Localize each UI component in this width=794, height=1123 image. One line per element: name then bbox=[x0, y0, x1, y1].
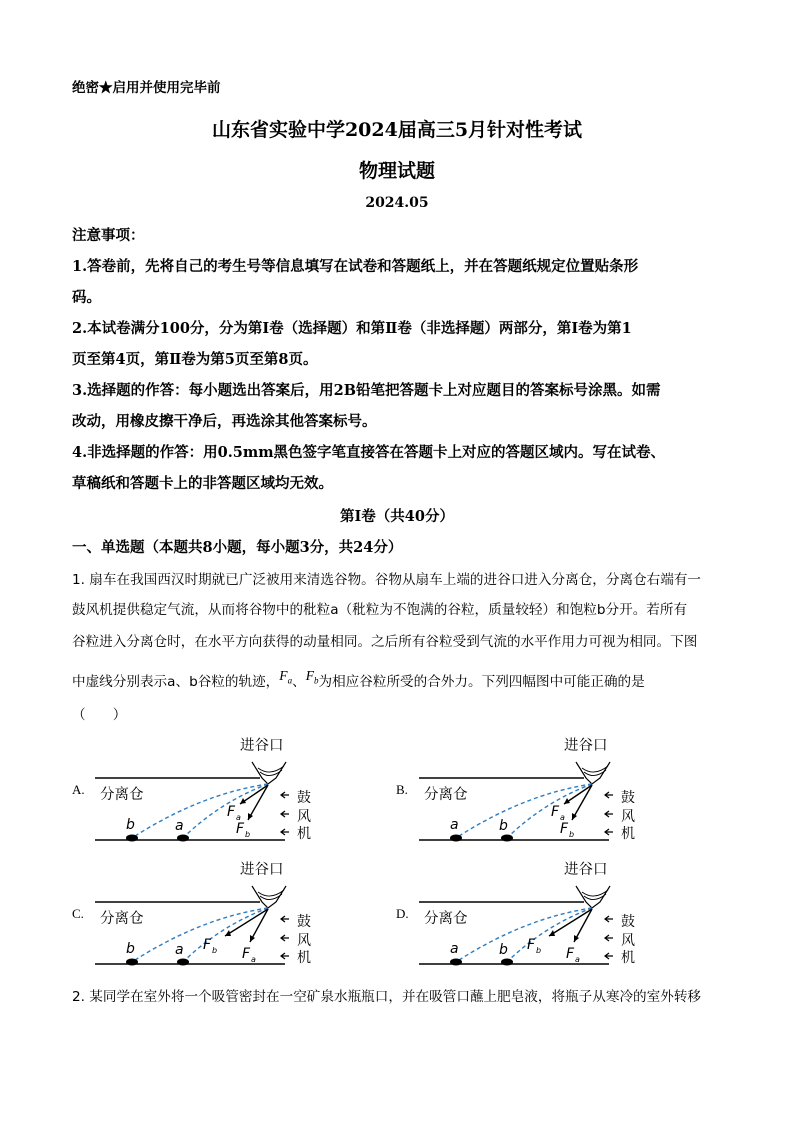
q2-line: 2. 某同学在室外将一个吸管密封在一空矿泉水瓶瓶口，并在吸管口蘸上肥皂液，将瓶子从寒冷的室外转移 bbox=[72, 989, 702, 1005]
force-label: F bbox=[242, 946, 251, 962]
grain-label: a bbox=[175, 818, 184, 834]
force-sub: a bbox=[251, 955, 256, 964]
blower-char: 风 bbox=[621, 933, 635, 949]
exam-title: 山东省实验中学2024届高三5月针对性考试 bbox=[211, 119, 583, 141]
inlet-label: 进谷口 bbox=[240, 738, 284, 754]
force-sub: b bbox=[212, 946, 218, 955]
option-c-label[interactable]: C. bbox=[72, 906, 84, 921]
note-line: 2.本试卷满分100分，分为第Ⅰ卷（选择题）和第Ⅱ卷（非选择题）两部分，第Ⅰ卷为第1 bbox=[72, 320, 632, 337]
force-sub: a bbox=[236, 813, 241, 822]
option-d-label[interactable]: D. bbox=[396, 906, 409, 921]
grain-label: a bbox=[175, 942, 184, 958]
note-line: 改动，用橡皮擦干净后，再选涂其他答案标号。 bbox=[72, 413, 377, 430]
force-label: F bbox=[560, 821, 569, 837]
force-label: F bbox=[551, 804, 560, 820]
grain-label: a bbox=[450, 941, 459, 957]
grain-label: b bbox=[499, 818, 508, 834]
grain-label: a bbox=[450, 817, 459, 833]
option-a-label[interactable]: A. bbox=[72, 782, 85, 797]
force-sub: b bbox=[536, 946, 542, 955]
force-fa: $F_a$ bbox=[279, 668, 293, 686]
q1-line4 bbox=[72, 670, 645, 692]
inlet-label: 进谷口 bbox=[564, 862, 608, 878]
force-sub: b bbox=[245, 830, 251, 839]
answer-bracket: （ ） bbox=[72, 707, 127, 723]
grain-label: b bbox=[499, 942, 508, 958]
inlet-label: 进谷口 bbox=[564, 738, 608, 754]
force-fb: $F_b$ bbox=[305, 668, 319, 686]
chamber-label: 分离仓 bbox=[424, 787, 468, 803]
q1-line4-post: 为相应谷粒所受的合外力。下列四幅图中可能正确的是 bbox=[318, 674, 645, 690]
force-label: F bbox=[566, 946, 575, 962]
exam-date: 2024.05 bbox=[365, 195, 429, 211]
blower-char: 风 bbox=[297, 809, 311, 825]
note-line: 页至第4页，第Ⅱ卷为第5页至第8页。 bbox=[72, 351, 318, 368]
blower-char: 机 bbox=[621, 826, 635, 842]
option-a-diagram[interactable] bbox=[90, 732, 330, 850]
blower-char: 机 bbox=[297, 950, 311, 966]
note-line: 码。 bbox=[72, 289, 101, 306]
option-b-diagram[interactable] bbox=[414, 732, 654, 850]
chamber-label: 分离仓 bbox=[424, 911, 468, 927]
q1-line4-pre: 中虚线分别表示a、b谷粒的轨迹， bbox=[72, 674, 280, 690]
q1-line: 鼓风机提供稳定气流，从而将谷物中的秕粒a（秕粒为不饱满的谷粒，质量较轻）和饱粒b分开。若所有 bbox=[72, 602, 688, 618]
note-line: 3.选择题的作答：每小题选出答案后，用2B铅笔把答题卡上对应题目的答案标号涂黑。如需 bbox=[72, 382, 661, 399]
part-heading: 第Ⅰ卷（共40分） bbox=[340, 508, 454, 525]
blower-char: 机 bbox=[621, 950, 635, 966]
note-line: 4.非选择题的作答：用0.5mm黑色签字笔直接答在答题卡上对应的答题区域内。写在试卷、 bbox=[72, 444, 666, 461]
section-heading: 一、单选题（本题共8小题，每小题3分，共24分） bbox=[72, 539, 403, 556]
force-sub: b bbox=[569, 830, 575, 839]
force-sub: a bbox=[560, 813, 565, 822]
force-sub: a bbox=[575, 955, 580, 964]
subject-title: 物理试题 bbox=[358, 160, 435, 182]
blower-char: 风 bbox=[297, 933, 311, 949]
force-label: F bbox=[227, 804, 236, 820]
grain-label: b bbox=[126, 941, 135, 957]
chamber-label: 分离仓 bbox=[100, 911, 144, 927]
q1-line: 1. 扇车在我国西汉时期就已广泛被用来清选谷物。谷物从扇车上端的进谷口进入分离仓，分离仓右端有一 bbox=[72, 572, 702, 588]
force-label: F bbox=[236, 821, 245, 837]
q1-line: 谷粒进入分离仓时，在水平方向获得的动量相同。之后所有谷粒受到气流的水平作用力可视为相同。下图 bbox=[72, 634, 698, 650]
blower-char: 鼓 bbox=[297, 914, 311, 930]
blower-char: 鼓 bbox=[621, 790, 635, 806]
blower-char: 鼓 bbox=[297, 790, 311, 806]
q1-sep: 、 bbox=[292, 674, 306, 690]
blower-char: 机 bbox=[297, 826, 311, 842]
inlet-label: 进谷口 bbox=[240, 862, 284, 878]
confidential-label: 绝密★启用并使用完毕前 bbox=[72, 80, 221, 96]
blower-char: 鼓 bbox=[621, 914, 635, 930]
force-label: F bbox=[527, 937, 536, 953]
grain-label: b bbox=[126, 817, 135, 833]
force-label: F bbox=[203, 937, 212, 953]
note-line: 草稿纸和答题卡上的非答题区域均无效。 bbox=[72, 475, 333, 492]
note-line: 1.答卷前，先将自己的考生号等信息填写在试卷和答题纸上，并在答题纸规定位置贴条形 bbox=[72, 258, 639, 275]
option-b-label[interactable]: B. bbox=[396, 782, 408, 797]
blower-char: 风 bbox=[621, 809, 635, 825]
notes-heading: 注意事项： bbox=[72, 227, 145, 244]
option-d-diagram[interactable] bbox=[414, 856, 654, 974]
chamber-label: 分离仓 bbox=[100, 787, 144, 803]
option-c-diagram[interactable] bbox=[90, 856, 330, 974]
